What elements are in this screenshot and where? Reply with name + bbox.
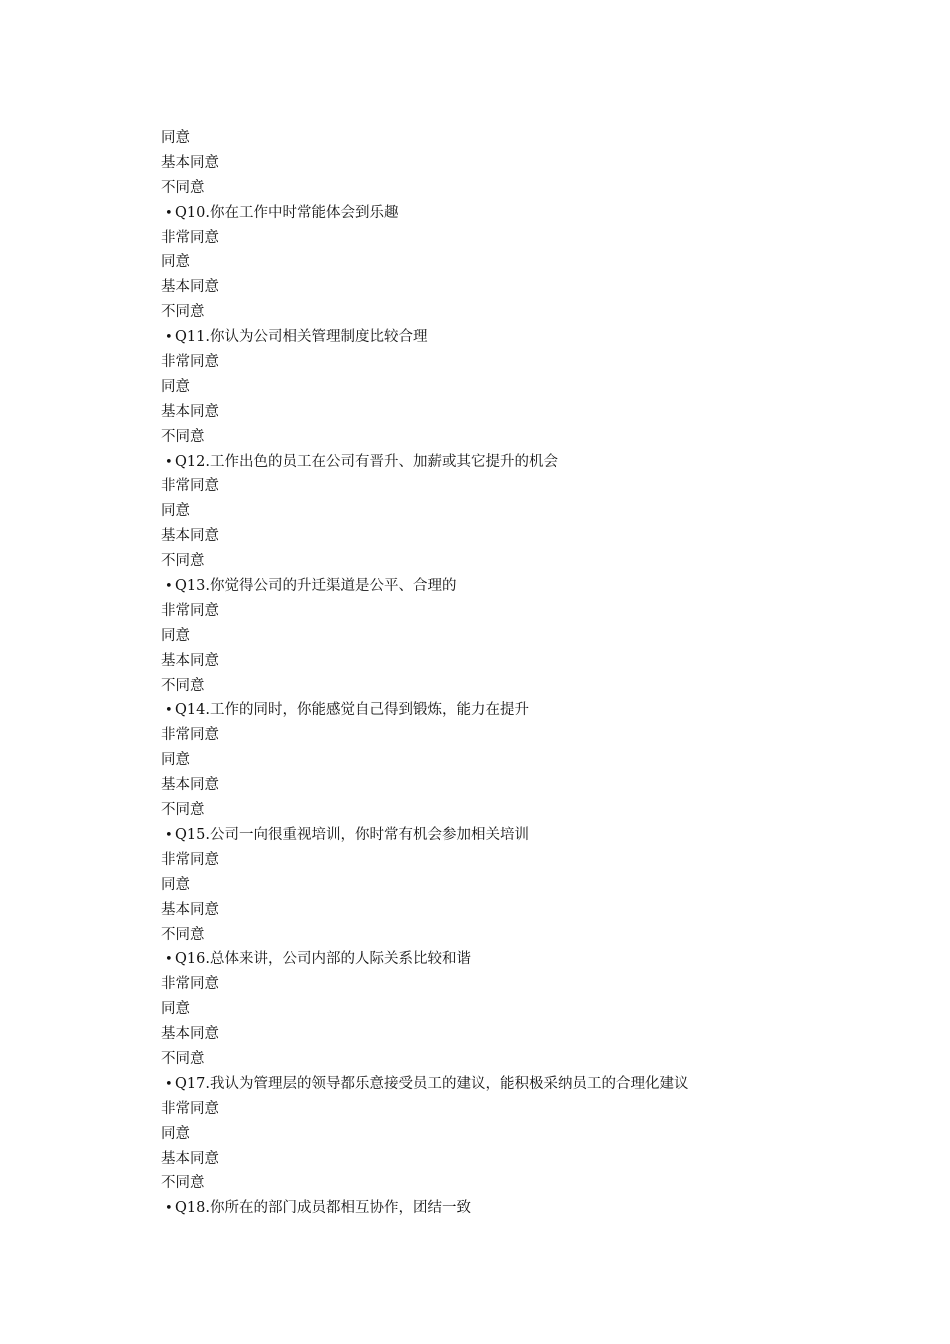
- survey-page: [161, 126, 901, 1221]
- option-line: 非常同意: [161, 478, 219, 495]
- option-line: 不同意: [161, 802, 205, 819]
- option-line: 基本同意: [161, 154, 219, 171]
- option-line: 非常同意: [161, 727, 219, 744]
- bullet-icon: •: [165, 579, 173, 595]
- option-line: 同意: [161, 627, 190, 644]
- option-line: 不同意: [161, 677, 205, 694]
- option-line: 同意: [161, 503, 190, 520]
- bullet-icon: •: [165, 330, 173, 346]
- question-text: Q17.我认为管理层的领导都乐意接受员工的建议，能积极采纳员工的合理化建议: [175, 1075, 689, 1092]
- option-line: 基本同意: [161, 1150, 219, 1167]
- option-line: 不同意: [161, 1050, 205, 1067]
- question-q10: [161, 201, 901, 226]
- bullet-icon: •: [165, 703, 173, 719]
- option-line: 同意: [161, 876, 190, 893]
- question-text: Q13.你觉得公司的升迁渠道是公平、合理的: [175, 578, 457, 595]
- question-text: Q18.你所在的部门成员都相互协作，团结一致: [175, 1200, 471, 1217]
- question-q18: [161, 1196, 901, 1221]
- question-text: Q15.公司一向很重视培训，你时常有机会参加相关培训: [175, 826, 529, 843]
- question-q11: [161, 325, 901, 350]
- option-line: 不同意: [161, 179, 205, 196]
- option-line: 不同意: [161, 428, 205, 445]
- option-line: 非常同意: [161, 602, 219, 619]
- option-line: 非常同意: [161, 229, 219, 246]
- option-line: 基本同意: [161, 777, 219, 794]
- bullet-icon: •: [165, 1076, 173, 1092]
- bullet-icon: •: [165, 1201, 173, 1217]
- option-line: 基本同意: [161, 403, 219, 420]
- option-line: 不同意: [161, 926, 205, 943]
- option-line: 基本同意: [161, 1026, 219, 1043]
- question-q12: [161, 450, 901, 475]
- option-line: 同意: [161, 1125, 190, 1142]
- question-text: Q10.你在工作中时常能体会到乐趣: [175, 204, 399, 221]
- question-q13: [161, 574, 901, 599]
- question-text: Q11.你认为公司相关管理制度比较合理: [175, 329, 428, 346]
- option-line: 不同意: [161, 1175, 205, 1192]
- option-line: 非常同意: [161, 354, 219, 371]
- question-q14: [161, 698, 901, 723]
- option-line: 非常同意: [161, 851, 219, 868]
- bullet-icon: •: [165, 952, 173, 968]
- option-line: 不同意: [161, 304, 205, 321]
- option-line: 非常同意: [161, 1100, 219, 1117]
- option-line: 同意: [161, 1001, 190, 1018]
- option-line: 基本同意: [161, 528, 219, 545]
- question-text: Q16.总体来讲，公司内部的人际关系比较和谐: [175, 951, 471, 968]
- option-line: 基本同意: [161, 652, 219, 669]
- bullet-icon: •: [165, 454, 173, 470]
- option-line: 同意: [161, 378, 190, 395]
- question-q15: [161, 823, 901, 848]
- option-line: 基本同意: [161, 279, 219, 296]
- option-line: 同意: [161, 254, 190, 271]
- option-line: 同意: [161, 752, 190, 769]
- option-line: 基本同意: [161, 901, 219, 918]
- option-line: 同意: [161, 130, 190, 146]
- option-line: 不同意: [161, 553, 205, 570]
- option-line: 非常同意: [161, 976, 219, 993]
- question-q17: [161, 1072, 901, 1097]
- bullet-icon: •: [165, 205, 173, 221]
- question-q16: [161, 947, 901, 972]
- question-text: Q14.工作的同时，你能感觉自己得到锻炼，能力在提升: [175, 702, 529, 719]
- bullet-icon: •: [165, 827, 173, 843]
- question-text: Q12.工作出色的员工在公司有晋升、加薪或其它提升的机会: [175, 453, 558, 470]
